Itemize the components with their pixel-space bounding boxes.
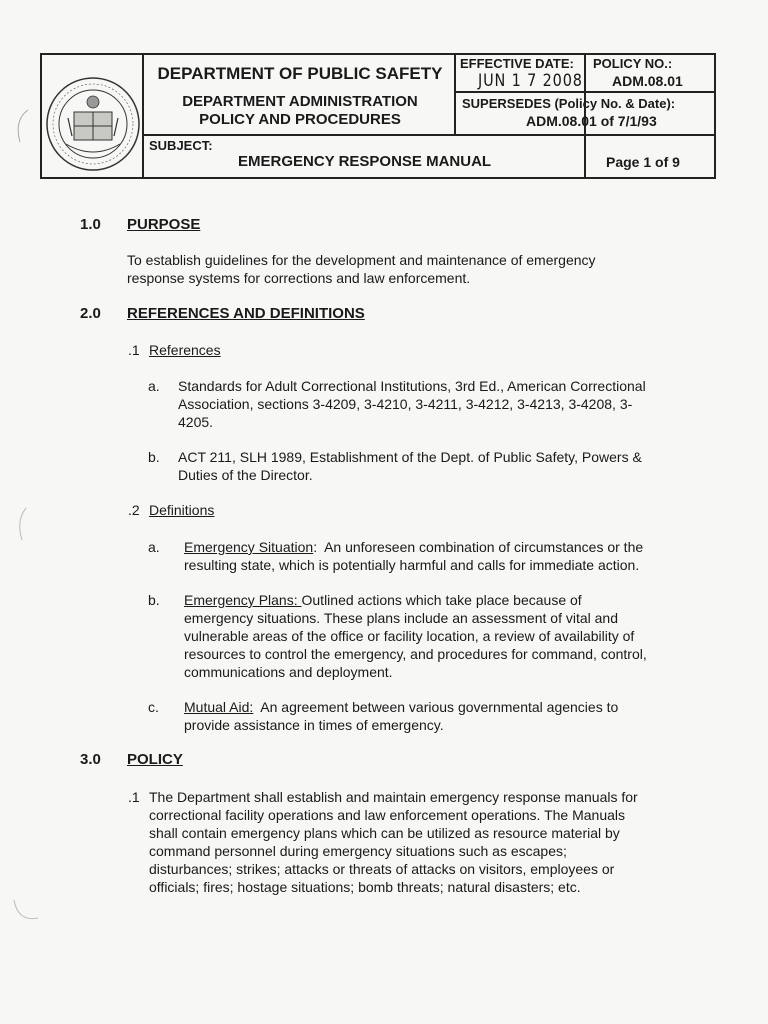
definition-text: : An unforeseen combination of circumstances or the (313, 539, 644, 555)
section-number: 2.0 (80, 305, 101, 322)
body-text: To establish guidelines for the development and maintenance of emergency (127, 252, 596, 268)
body-text: disturbances; strikes; attacks or threats of attacks on visitors, employees or (149, 861, 615, 877)
policy-no-value: ADM.08.01 (612, 73, 683, 89)
list-item-text: ACT 211, SLH 1989, Establishment of the Dept. of Public Safety, Powers & (178, 449, 642, 465)
page-number: Page 1 of 9 (606, 154, 680, 170)
body-text: command personnel during emergency situations such as escapes; (149, 843, 567, 859)
scan-artifact-mark (4, 500, 34, 550)
definition-text: provide assistance in times of emergency. (184, 717, 444, 733)
body-text: correctional facility operations and law enforcement operations. The Manuals (149, 807, 625, 823)
subsection-number: .2 (128, 502, 140, 518)
department-title: DEPARTMENT OF PUBLIC SAFETY (157, 64, 443, 83)
definition-text: An agreement between various governmental agencies to (253, 699, 619, 715)
subsection-number: .1 (128, 342, 140, 358)
list-item-text: Duties of the Director. (178, 467, 313, 483)
definition-text: emergency situations. These plans include an assessment of vital and (184, 610, 618, 626)
list-item-text: 4205. (178, 414, 214, 430)
scan-artifact-mark (4, 890, 44, 930)
section-heading-references: REFERENCES AND DEFINITIONS (127, 305, 365, 322)
department-subtitle: POLICY AND PROCEDURES (199, 111, 401, 128)
list-marker: b. (148, 592, 160, 608)
subsection-heading-definitions: Definitions (149, 502, 215, 518)
scan-artifact-mark (4, 100, 34, 160)
definition-term: Emergency Situation (184, 539, 314, 555)
body-text: shall contain emergency plans which can be utilized as resource material by (149, 825, 620, 841)
subject-label: SUBJECT: (149, 138, 213, 153)
definition-text: resulting state, which is potentially harmful and calls for immediate action. (184, 557, 640, 573)
subsection-heading-references: References (149, 342, 221, 358)
effective-date-stamp: JUN 1 7 2008 (478, 71, 583, 91)
list-marker: b. (148, 449, 160, 465)
supersedes-value: ADM.08.01 of 7/1/93 (526, 113, 657, 129)
list-item-text: Standards for Adult Correctional Institutions, 3rd Ed., American Correctional (178, 378, 646, 394)
header-divider (142, 53, 144, 179)
body-text: The Department shall establish and maintain emergency response manuals for (149, 789, 638, 805)
list-marker: c. (148, 699, 159, 715)
subsection-number: .1 (128, 789, 140, 805)
section-heading-purpose: PURPOSE (127, 216, 201, 233)
definition-term: Emergency Plans: (184, 592, 302, 608)
section-heading-policy: POLICY (127, 751, 183, 768)
list-marker: a. (148, 539, 160, 555)
header-divider (454, 53, 456, 135)
header-divider (454, 91, 716, 93)
supersedes-label: SUPERSEDES (Policy No. & Date): (462, 96, 676, 111)
definition-text: communications and deployment. (184, 664, 393, 680)
policy-no-label: POLICY NO.: (593, 56, 673, 71)
definition-line (184, 591, 582, 609)
effective-date-label: EFFECTIVE DATE: (460, 56, 574, 71)
section-number: 1.0 (80, 216, 101, 233)
list-item-text: Association, sections 3-4209, 3-4210, 3-4211, 3-4212, 3-4213, 3-4208, 3- (178, 396, 633, 412)
state-of-hawaii-seal-icon (44, 70, 142, 178)
definition-term: Mutual Aid: (184, 699, 254, 715)
definition-text: resources to control the emergency, and procedures for command, control, (184, 646, 647, 662)
subject-title: EMERGENCY RESPONSE MANUAL (238, 153, 492, 170)
definition-text: vulnerable areas of the office or facility location, a review of availability of (184, 628, 635, 644)
list-marker: a. (148, 378, 160, 394)
header-divider (142, 134, 716, 136)
definition-text: Outlined actions which take place because of (301, 592, 582, 608)
body-text: officials; fires; hostage situations; bomb threats; natural disasters; etc. (149, 879, 581, 895)
definition-line (184, 698, 618, 716)
section-number: 3.0 (80, 751, 101, 768)
department-subtitle: DEPARTMENT ADMINISTRATION (182, 93, 418, 110)
definition-line (184, 538, 643, 556)
body-text: response systems for corrections and law enforcement. (127, 270, 471, 286)
